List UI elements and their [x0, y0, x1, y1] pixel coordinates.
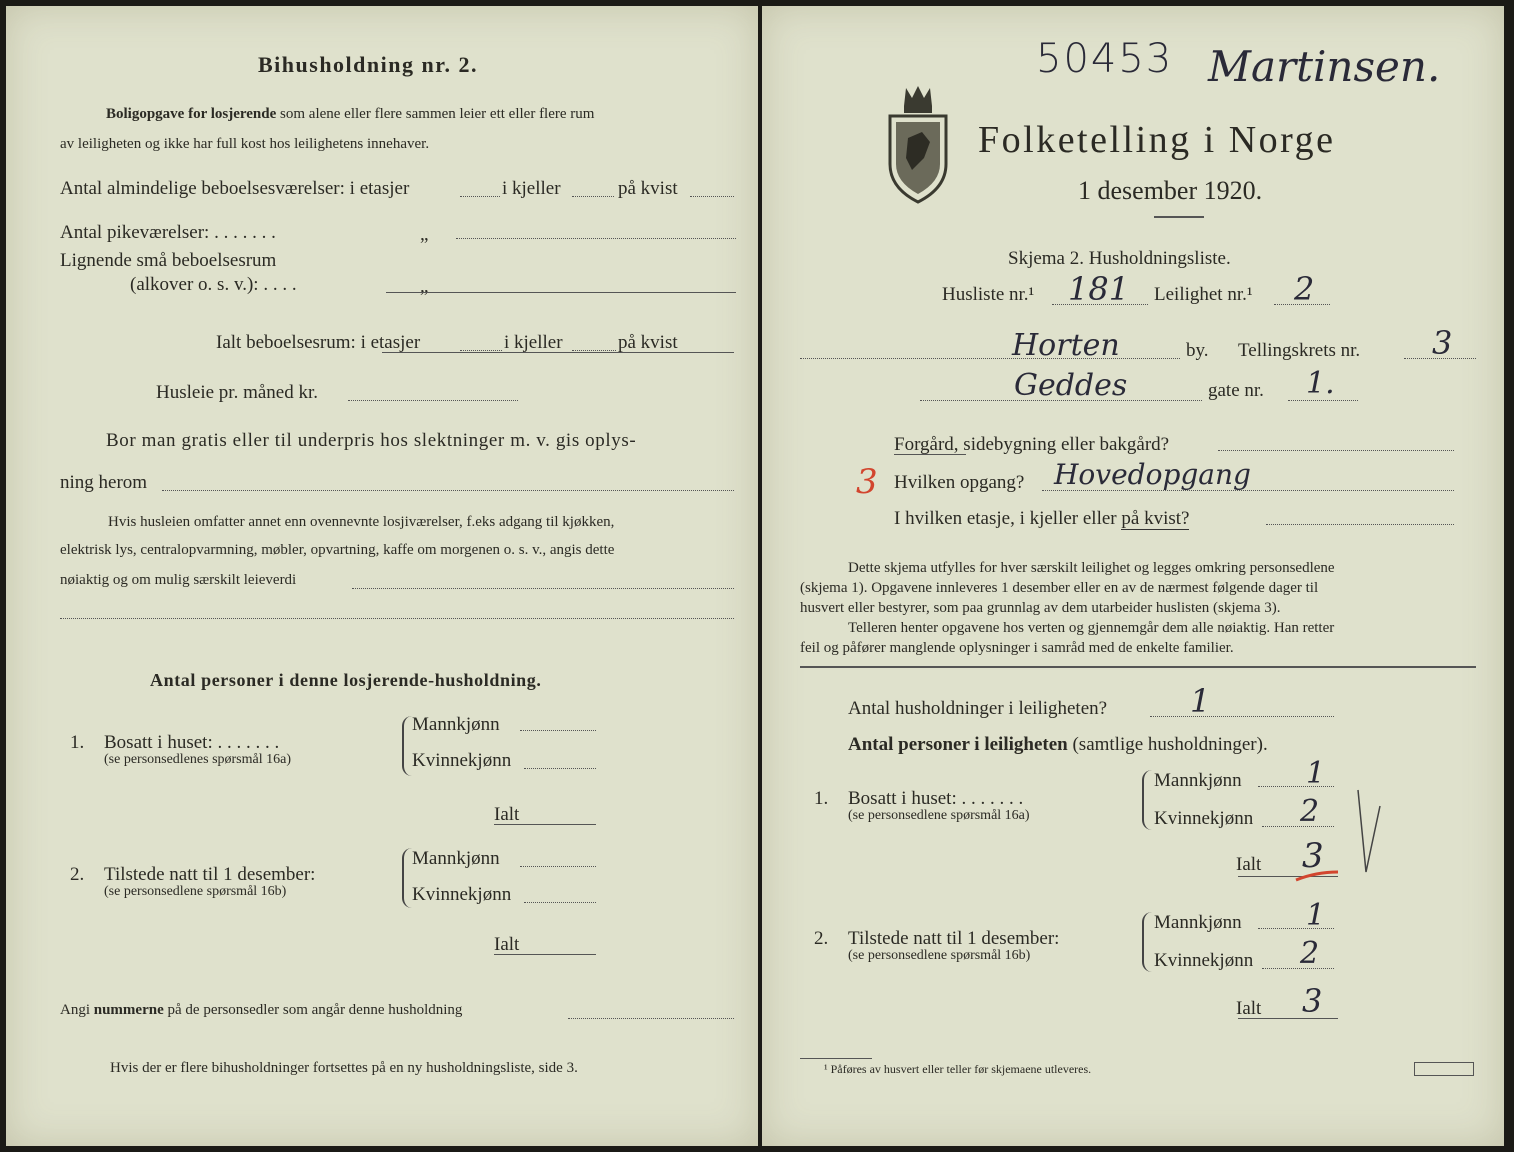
small-rooms-label-2: (alkover o. s. v.): . . . .: [130, 274, 297, 295]
left-persons-heading: Antal personer i denne losjerende-husholdning.: [150, 670, 542, 690]
margin-mark: 3: [856, 462, 878, 502]
forgard-field[interactable]: [1218, 450, 1454, 451]
right-q2-ialt-field: [1238, 1018, 1338, 1019]
angi-pre: Angi: [60, 1002, 90, 1018]
gate-nr-field: [1288, 400, 1358, 401]
left-q2-label: Tilstede natt til 1 desember:: [104, 864, 316, 885]
rooms-kvist-label: på kvist: [618, 178, 678, 199]
right-persons-heading: [848, 734, 1268, 756]
right-q1-kvinne-label: Kvinnekjønn: [1154, 808, 1254, 829]
right-q2-mann-value[interactable]: 1: [1306, 898, 1326, 933]
right-q1-sub: (se personsedlene spørsmål 16a): [848, 808, 1030, 823]
red-check-mark-icon: [1292, 866, 1342, 886]
households-field: [1150, 716, 1334, 717]
right-q1-mann-label: Mannkjønn: [1154, 770, 1242, 791]
krets-value[interactable]: 3: [1432, 324, 1453, 362]
husliste-value[interactable]: 181: [1068, 270, 1130, 308]
right-q2-kvinne-value[interactable]: 2: [1300, 936, 1320, 971]
right-q1-mann-value[interactable]: 1: [1306, 756, 1326, 791]
left-q1-label: Bosatt i huset: . . . . . . .: [104, 732, 280, 753]
right-q1-label: Bosatt i huset: . . . . . . .: [848, 788, 1024, 809]
ialt-kjeller-label: i kjeller: [504, 332, 563, 353]
left-q1-kvinne-label: Kvinnekjønn: [412, 750, 512, 771]
left-q1-num: 1.: [70, 732, 85, 753]
right-q2-label: Tilstede natt til 1 desember:: [848, 928, 1060, 949]
left-q2-ialt-label: Ialt: [494, 934, 520, 955]
right-q2-brace: [1142, 912, 1152, 972]
etasje-pre: I hvilken etasje, i kjeller eller: [894, 508, 1117, 529]
left-q1-sub: (se personsedlenes spørsmål 16a): [104, 752, 292, 767]
right-q2-ialt-label: Ialt: [1236, 998, 1262, 1019]
angi-bold: nummerne: [93, 1002, 164, 1018]
intro-line-1: [106, 106, 594, 123]
left-page: [6, 6, 758, 1146]
forgard-label: [894, 434, 1169, 456]
pike-field[interactable]: [456, 238, 736, 239]
gratis-line-1: Bor man gratis eller til underpris hos slektninger m. v. gis oplys-: [106, 430, 637, 451]
by-label: by.: [1186, 340, 1209, 361]
skjema-label: Skjema 2. Husholdningsliste.: [1008, 248, 1231, 269]
angi-field[interactable]: [568, 1018, 734, 1019]
printer-mark: [1414, 1062, 1474, 1076]
small-rooms-field[interactable]: [386, 292, 736, 293]
husliste-label: Husliste nr.¹: [942, 284, 1035, 305]
gate-value[interactable]: Geddes: [1014, 368, 1128, 403]
left-q1-brace: [402, 716, 412, 776]
left-q1-ialt-label: Ialt: [494, 804, 520, 825]
right-page: [762, 6, 1504, 1146]
left-q2-kvinne-field[interactable]: [524, 902, 596, 903]
rooms-label: Antal almindelige beboelsesværelser: i etasjer: [60, 178, 410, 199]
left-q2-sub: (se personsedlene spørsmål 16b): [104, 884, 287, 899]
ialt-rooms-label: Ialt beboelsesrum: i etasjer: [216, 332, 421, 353]
husleie-field[interactable]: [348, 400, 518, 401]
left-q2-kvinne-label: Kvinnekjønn: [412, 884, 512, 905]
instr-line-3: husvert eller bestyrer, som paa grunnlag av dem utarbeider huslisten (skjema 3).: [800, 600, 1281, 616]
instr-line-1: Dette skjema utfylles for hver særskilt leilighet og legges omkring personsedlene: [848, 560, 1335, 576]
small-ditto: „: [420, 276, 429, 297]
hvis-line-3: nøiaktig og om mulig særskilt leieverdi: [60, 572, 297, 588]
right-q1-mann-field: [1258, 786, 1334, 787]
right-q2-kvinne-label: Kvinnekjønn: [1154, 950, 1254, 971]
right-q1-kvinne-field: [1262, 826, 1334, 827]
right-q1-kvinne-value[interactable]: 2: [1300, 794, 1320, 829]
ialt-kjeller-field[interactable]: [572, 350, 616, 351]
instr-line-4: Telleren henter opgavene hos verten og gjennemgår dem alle nøiaktig. Han retter: [848, 620, 1335, 636]
opgang-field: [1042, 490, 1454, 491]
footnote: ¹ Påføres av husvert eller teller før skjemaene utleveres.: [824, 1062, 1092, 1076]
rooms-kjeller-field[interactable]: [572, 196, 614, 197]
pencil-tick-icon: [1354, 786, 1384, 876]
hvis-line-2: elektrisk lys, centralopvarmning, møbler, opvartning, kaffe om morgenen o. s. v., angis dette: [60, 542, 615, 558]
intro-line-2: av leiligheten og ikke har full kost hos leilighetens innehaver.: [60, 136, 430, 152]
form-date: 1 desember 1920.: [1078, 176, 1263, 205]
ialt-etasjer-field[interactable]: [460, 350, 502, 351]
surname-handwritten: Martinsen.: [1208, 42, 1441, 91]
left-footer: Hvis der er flere bihusholdninger fortsettes på en ny husholdningsliste, side 3.: [110, 1060, 578, 1076]
gate-nr-value[interactable]: 1.: [1306, 366, 1335, 401]
rooms-kvist-field[interactable]: [690, 196, 734, 197]
persons-bold: Antal personer i leiligheten: [848, 734, 1068, 755]
households-value[interactable]: 1: [1190, 682, 1211, 720]
left-q2-mann-label: Mannkjønn: [412, 848, 500, 869]
ialt-underline: [382, 352, 734, 353]
forgard-text: Forgård, sidebygning eller bakgård?: [894, 434, 1170, 455]
stamp-number: 50453: [1036, 36, 1174, 82]
gate-field: [920, 400, 1202, 401]
left-q2-num: 2.: [70, 864, 85, 885]
rooms-kjeller-label: i kjeller: [502, 178, 561, 199]
left-q1-ialt-field[interactable]: [494, 824, 596, 825]
instructions-divider: [800, 666, 1476, 668]
etasje-underlined: på kvist?: [1121, 508, 1190, 529]
right-q2-sub: (se personsedlene spørsmål 16b): [848, 948, 1031, 963]
ialt-kvist-label: på kvist: [618, 332, 678, 353]
title-divider: [1154, 216, 1204, 218]
leilighet-label: Leilighet nr.¹: [1154, 284, 1253, 305]
form-title: Folketelling i Norge: [978, 119, 1336, 161]
instr-line-2: (skjema 1). Opgavene innleveres 1 desember eller en av de nærmest følgende dager til: [800, 580, 1319, 596]
gratis-field[interactable]: [162, 490, 734, 491]
rooms-etasjer-field[interactable]: [460, 196, 500, 197]
persons-rest: (samtlige husholdninger).: [1072, 734, 1268, 755]
pike-label: Antal pikeværelser: . . . . . . .: [60, 222, 276, 243]
etasje-field[interactable]: [1266, 524, 1454, 525]
left-q2-mann-field[interactable]: [520, 866, 596, 867]
pike-ditto: „: [420, 224, 429, 245]
households-label: Antal husholdninger i leiligheten?: [848, 698, 1108, 719]
left-q2-brace: [402, 848, 412, 908]
left-q1-kvinne-field[interactable]: [524, 768, 596, 769]
gate-label: gate nr.: [1208, 380, 1264, 401]
leilighet-field: [1274, 304, 1330, 305]
gratis-line-2: ning herom: [60, 472, 148, 493]
leieverdi-field-2[interactable]: [60, 618, 734, 619]
right-q1-ialt-label: Ialt: [1236, 854, 1262, 875]
right-q1-ialt-value[interactable]: 3: [1302, 836, 1324, 876]
right-q2-ialt-value[interactable]: 3: [1302, 982, 1323, 1020]
coat-of-arms-icon: [882, 84, 954, 206]
right-q1-num: 1.: [814, 788, 829, 809]
right-q2-mann-field: [1258, 928, 1334, 929]
angi-rest: på de personsedler som angår denne husholdning: [167, 1002, 463, 1018]
instr-line-5: feil og påfører manglende oplysninger i samråd med de enkelte familier.: [800, 640, 1234, 656]
opgang-value[interactable]: Hovedopgang: [1054, 458, 1251, 491]
by-field: [800, 358, 1180, 359]
right-q1-brace: [1142, 770, 1152, 830]
intro-bold: Boligopgave for losjerende: [106, 106, 277, 122]
husliste-field: [1052, 304, 1148, 305]
opgang-label: Hvilken opgang?: [894, 472, 1025, 493]
etasje-label: [894, 508, 1189, 530]
left-title: Bihusholdning nr. 2.: [258, 52, 478, 77]
hvis-line-1: Hvis husleien omfatter annet enn ovennevnte losjiværelser, f.eks adgang til kjøkken,: [108, 514, 615, 530]
leilighet-value[interactable]: 2: [1294, 270, 1315, 308]
small-rooms-label-1: Lignende små beboelsesrum: [60, 250, 277, 271]
right-q2-kvinne-field: [1262, 968, 1334, 969]
left-q2-ialt-field[interactable]: [494, 954, 596, 955]
leieverdi-field[interactable]: [352, 588, 734, 589]
left-q1-mann-field[interactable]: [520, 730, 596, 731]
angi-line: [60, 1002, 462, 1019]
forgard-underline: [894, 454, 966, 455]
footnote-divider: [800, 1058, 872, 1059]
krets-field: [1404, 358, 1476, 359]
intro-rest: som alene eller flere sammen leier ett eller flere rum: [280, 106, 595, 122]
right-q2-num: 2.: [814, 928, 829, 949]
left-q1-mann-label: Mannkjønn: [412, 714, 500, 735]
krets-label: Tellingskrets nr.: [1238, 340, 1361, 361]
husleie-label: Husleie pr. måned kr.: [156, 382, 318, 403]
by-value[interactable]: Horten: [1012, 328, 1120, 363]
right-q2-mann-label: Mannkjønn: [1154, 912, 1242, 933]
